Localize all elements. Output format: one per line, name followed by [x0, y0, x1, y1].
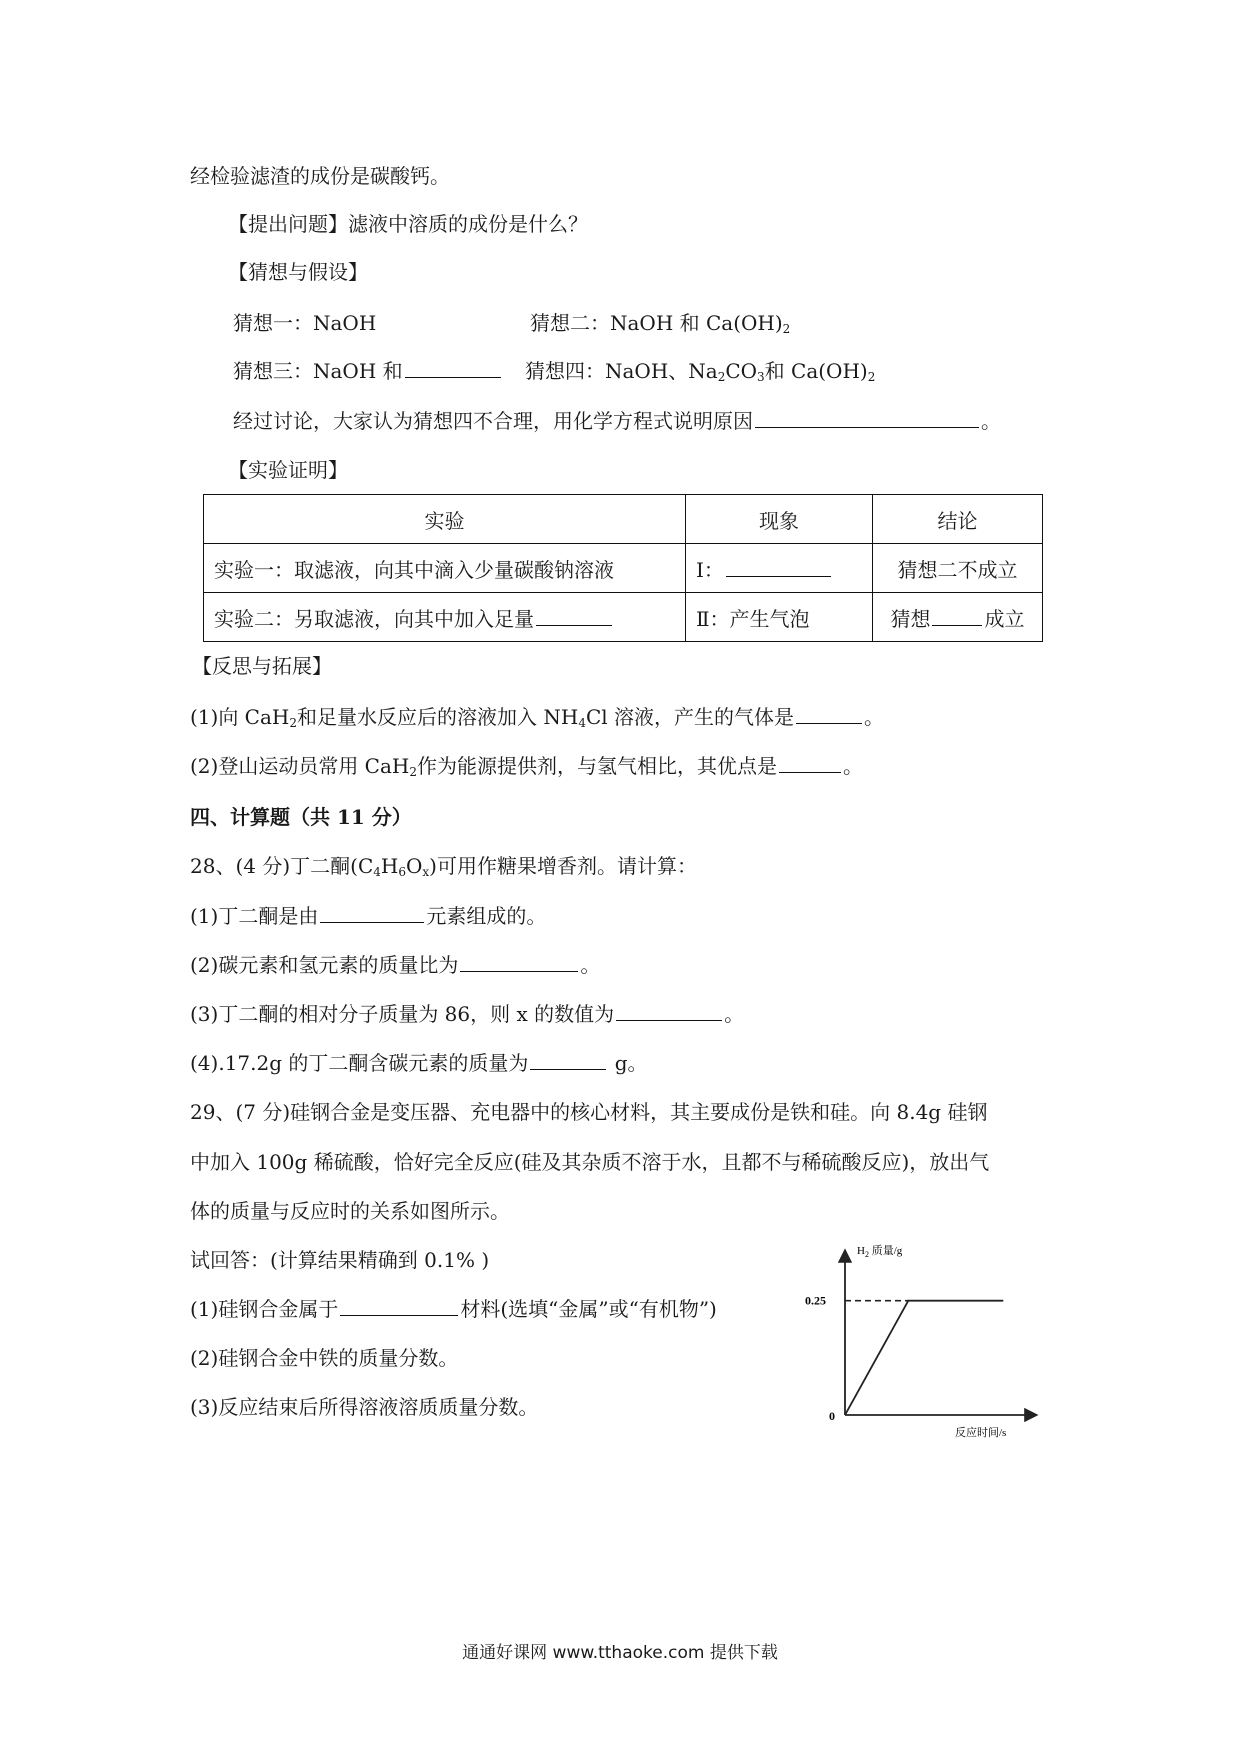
discussion-period: 。: [981, 409, 1001, 433]
r1-sub-a: 2: [289, 716, 297, 730]
q29-line-1: 29、(7 分)硅钢合金是变压器、充电器中的核心材料，其主要成份是铁和硅。向 8.4g 硅钢: [190, 1100, 988, 1124]
r2-a: (2)登山运动员常用 CaH: [190, 754, 410, 778]
r2-sub: 2: [409, 765, 417, 779]
q28-4-blank[interactable]: [530, 1051, 606, 1070]
q28-sub-c: 4: [373, 865, 381, 879]
q29-1-b: 材料(选填“金属”或“有机物”): [460, 1297, 717, 1321]
experiment-header: 【实验证明】: [228, 458, 348, 482]
table-cell-exp1: 实验一：取滤液，向其中滴入少量碳酸钠溶液: [204, 544, 686, 593]
q29-2: (2)硅钢合金中铁的质量分数。: [190, 1346, 459, 1370]
q28-1-a: (1)丁二酮是由: [190, 904, 319, 928]
q28-sub-o: x: [422, 865, 430, 879]
q28-3-text: (3)丁二酮的相对分子质量为 86，则 x 的数值为: [190, 1002, 615, 1026]
question-header: 【提出问题】滤液中溶质的成份是什么？: [228, 212, 588, 236]
series-line: [845, 1301, 1003, 1415]
exp2-text: 实验二：另取滤液，向其中加入足量: [214, 606, 534, 631]
q28-3-period: 。: [724, 1002, 745, 1026]
table-row: [204, 544, 1043, 593]
q29-line-3: 体的质量与反应时的关系如图所示。: [190, 1199, 510, 1223]
hydrogen-mass-chart: [785, 1240, 1075, 1440]
q28-d: )可用作糖果增香剂。请计算：: [429, 854, 697, 878]
r1-b: 和足量水反应后的溶液加入 NH: [297, 705, 579, 729]
x-axis-label: 反应时间/s: [955, 1427, 1007, 1439]
concl2-b: 成立: [984, 606, 1025, 631]
guess-4: [525, 357, 875, 385]
q29-1: [190, 1295, 717, 1323]
r2-blank[interactable]: [779, 754, 841, 773]
concl2-blank[interactable]: [932, 607, 982, 626]
r1-c: Cl 溶液，产生的气体是: [585, 705, 795, 729]
r1-period: 。: [864, 705, 885, 729]
guess-4-sub-c: 2: [867, 370, 876, 384]
discussion-text: 经过讨论，大家认为猜想四不合理，用化学方程式说明原因: [233, 409, 753, 433]
q28-a: 28、(4 分)丁二酮(C: [190, 854, 374, 878]
experiment-table: [203, 494, 1043, 642]
reflection-2: [190, 752, 863, 780]
table-header-conclusion: 结论: [872, 495, 1042, 544]
footer-credit: 通通好课网 www.tthaoke.com 提供下载: [462, 1643, 778, 1663]
q29-hint: 试回答：(计算结果精确到 0.1% ): [190, 1248, 490, 1272]
q28-2-blank[interactable]: [460, 953, 578, 972]
q29-1-a: (1)硅钢合金属于: [190, 1297, 339, 1321]
table-row: [204, 495, 1043, 544]
guess-3: [233, 357, 503, 385]
guess-4-sub-a: 2: [717, 370, 726, 384]
phen1-blank[interactable]: [726, 558, 831, 577]
r1-a: (1)向 CaH: [190, 705, 290, 729]
q28-4: [190, 1049, 648, 1077]
q29-3: (3)反应结束后所得溶液溶质质量分数。: [190, 1395, 539, 1419]
q28-stem: [190, 852, 697, 880]
exp2-blank[interactable]: [536, 607, 612, 626]
table-cell-phen1: [685, 544, 872, 593]
guess-4-a: 猜想四：NaOH、Na: [525, 359, 718, 383]
q28-2-period: 。: [580, 953, 601, 977]
guess-3-blank[interactable]: [405, 359, 501, 378]
reflection-header: 【反思与拓展】: [192, 654, 332, 678]
concl2-a: 猜想: [890, 606, 931, 631]
guess-1: 猜想一：NaOH: [233, 311, 377, 335]
table-cell-phen2: Ⅱ：产生气泡: [685, 593, 872, 642]
guess-2: [530, 309, 790, 337]
q28-3: [190, 1000, 744, 1028]
table-header-phenomenon: 现象: [685, 495, 872, 544]
q28-2-text: (2)碳元素和氢元素的质量比为: [190, 953, 459, 977]
guess-2-text: 猜想二：NaOH 和 Ca(OH): [530, 311, 783, 335]
table-cell-exp2: [204, 593, 686, 642]
q28-4-a: (4).17.2g 的丁二酮含碳元素的质量为: [190, 1051, 529, 1075]
q28-2: [190, 951, 600, 979]
q28-sub-h: 6: [398, 865, 406, 879]
table-row: [204, 593, 1043, 642]
guess-3-text: 猜想三：NaOH 和: [233, 359, 403, 383]
q28-b: H: [380, 854, 399, 878]
discussion: [233, 407, 1001, 435]
q28-3-blank[interactable]: [616, 1002, 722, 1021]
phen1-label: Ⅰ：: [695, 557, 724, 582]
y-axis-label: $H_2$ 质量/g: [857, 1245, 903, 1259]
q28-c: O: [405, 854, 423, 878]
hypothesis-header: 【猜想与假设】: [228, 260, 368, 284]
q28-1-blank[interactable]: [320, 904, 424, 923]
intro-text: 经检验滤渣的成份是碳酸钙。: [190, 164, 450, 188]
q28-4-b: g。: [614, 1051, 648, 1075]
table-header-experiment: 实验: [204, 495, 686, 544]
guess-4-b: CO: [725, 359, 758, 383]
r2-period: 。: [843, 754, 863, 778]
table-cell-concl2: [872, 593, 1042, 642]
section-4-title: 四、计算题（共 11 分）: [190, 805, 412, 829]
origin-label: 0: [829, 1409, 835, 1423]
y-tick-label: 0.25: [805, 1293, 826, 1308]
q28-1-b: 元素组成的。: [426, 904, 547, 928]
r1-blank[interactable]: [796, 705, 862, 724]
table-cell-concl1: 猜想二不成立: [872, 544, 1042, 593]
q29-line-2: 中加入 100g 稀硫酸，恰好完全反应(硅及其杂质不溶于水，且都不与稀硫酸反应)，放出气: [190, 1150, 990, 1174]
discussion-blank[interactable]: [755, 409, 979, 428]
r1-sub-b: 4: [578, 716, 586, 730]
guess-4-c: 和 Ca(OH): [764, 359, 868, 383]
guess-4-sub-b: 3: [757, 370, 765, 384]
reflection-1: [190, 703, 884, 731]
r2-b: 作为能源提供剂，与氢气相比，其优点是: [417, 754, 777, 778]
q28-1: [190, 902, 546, 930]
q29-1-blank[interactable]: [340, 1297, 458, 1316]
guess-2-sub: 2: [782, 322, 791, 336]
